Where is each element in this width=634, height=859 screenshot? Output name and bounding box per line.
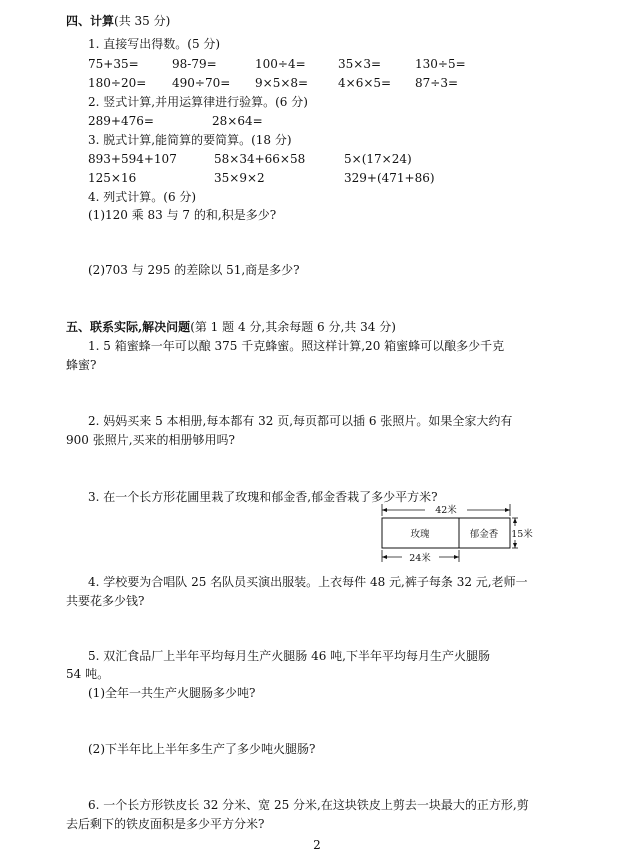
q5-5-part-2: (2)下半年比上半年多生产了多少吨火腿肠?: [88, 742, 316, 756]
q4-4-part-1: (1)120 乘 83 与 7 的和,积是多少?: [88, 208, 277, 222]
step-calc-item: 893+594+107: [88, 152, 177, 166]
q4-2-label: 2. 竖式计算,并用运算律进行验算。(6 分): [88, 95, 308, 109]
oral-calc-item: 490÷70=: [172, 76, 231, 90]
oral-calc-item: 87÷3=: [415, 76, 459, 90]
q4-3-label: 3. 脱式计算,能简算的要简算。(18 分): [88, 133, 292, 147]
oral-calc-item: 130÷5=: [415, 57, 466, 71]
section-5-title: 五、联系实际,解决问题: [66, 320, 191, 334]
step-calc-item: 125×16: [88, 171, 137, 185]
q4-4-part-2: (2)703 与 295 的差除以 51,商是多少?: [88, 263, 300, 277]
vertical-calc-item: 28×64=: [212, 114, 263, 128]
q5-5-line: 54 吨。: [66, 667, 110, 681]
oral-calc-item: 100÷4=: [255, 57, 306, 71]
q5-5-line: 5. 双汇食品厂上半年平均每月生产火腿肠 46 吨,下半年平均每月生产火腿肠: [88, 649, 490, 663]
section-4-heading: [66, 13, 170, 29]
vertical-calc-item: 289+476=: [88, 114, 154, 128]
q5-2-line: 2. 妈妈买来 5 本相册,每本都有 32 页,每页都可以插 6 张照片。如果全家大约有: [88, 414, 513, 428]
q5-4-line: 共要花多少钱?: [66, 594, 145, 608]
page-number: 2: [313, 838, 321, 852]
section-5-heading: [66, 319, 396, 335]
q5-1-line: 蜂蜜?: [66, 358, 97, 372]
q4-1-label: 1. 直接写出得数。(5 分): [88, 37, 221, 51]
q5-2-line: 900 张照片,买来的相册够用吗?: [66, 433, 235, 447]
section-5-points: (第 1 题 4 分,其余每题 6 分,共 34 分): [190, 320, 396, 334]
q5-6-line: 去后剩下的铁皮面积是多少平方分米?: [66, 817, 265, 831]
oral-calc-item: 180÷20=: [88, 76, 147, 90]
step-calc-item: 5×(17×24): [344, 152, 412, 166]
oral-calc-item: 75+35=: [88, 57, 139, 71]
tulip-region-label: 郁金香: [469, 529, 499, 540]
section-4-title: 四、计算: [66, 14, 115, 28]
step-calc-item: 329+(471+86): [344, 171, 435, 185]
step-calc-item: 58×34+66×58: [214, 152, 306, 166]
side-length-label: 15米: [511, 529, 533, 540]
bottom-length-label: 24米: [409, 553, 431, 564]
q5-4-line: 4. 学校要为合唱队 25 名队员买演出服装。上衣每件 48 元,裤子每条 32 元,老师一: [88, 575, 528, 589]
rose-region-label: 玫瑰: [410, 529, 430, 540]
top-length-label: 42米: [435, 505, 457, 516]
section-4-points: (共 35 分): [114, 14, 171, 28]
oral-calc-item: 98-79=: [172, 57, 217, 71]
q4-4-label: 4. 列式计算。(6 分): [88, 190, 197, 204]
oral-calc-item: 35×3=: [338, 57, 382, 71]
garden-diagram: [378, 500, 533, 566]
q5-5-part-1: (1)全年一共生产火腿肠多少吨?: [88, 686, 256, 700]
q5-1-line: 1. 5 箱蜜蜂一年可以酿 375 千克蜂蜜。照这样计算,20 箱蜜蜂可以酿多少千克: [88, 339, 505, 353]
step-calc-item: 35×9×2: [214, 171, 265, 185]
oral-calc-item: 9×5×8=: [255, 76, 309, 90]
q5-6-line: 6. 一个长方形铁皮长 32 分米、宽 25 分米,在这块铁皮上剪去一块最大的正方形,剪: [88, 798, 529, 812]
q5-3-line: 3. 在一个长方形花圃里栽了玫瑰和郁金香,郁金香栽了多少平方米?: [88, 490, 438, 504]
oral-calc-item: 4×6×5=: [338, 76, 392, 90]
